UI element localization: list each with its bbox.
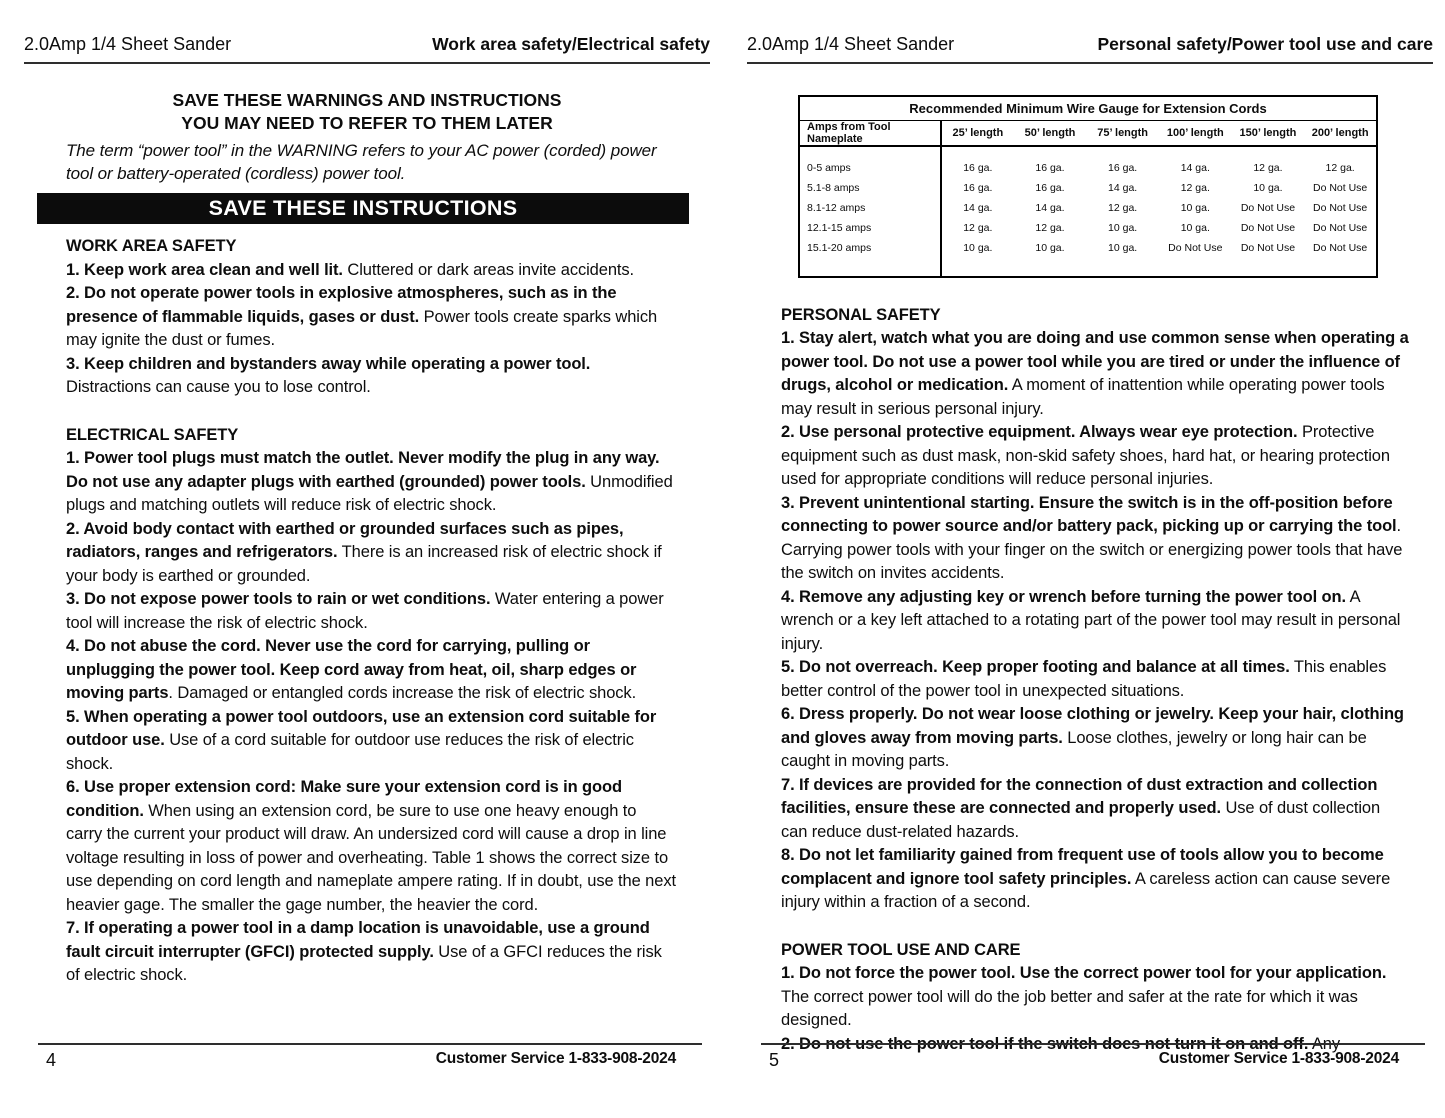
product-title: 2.0Amp 1/4 Sheet Sander [747, 34, 955, 54]
item-body: Distractions can cause you to lose control. [66, 378, 371, 396]
col-header-50ft: 50’ length [1014, 120, 1087, 146]
safety-item [781, 774, 1409, 845]
safety-item [781, 327, 1409, 421]
table-cell: 12 ga. [1035, 221, 1065, 234]
table-row [799, 146, 1377, 178]
item-lead: 2. Avoid body contact with earthed or grounded surfaces such as pipes, radiators, ranges and refrigerators. [66, 519, 624, 561]
col-header-75ft: 75’ length [1086, 120, 1159, 146]
table-cell: Do Not Use [1313, 241, 1368, 254]
safety-item [66, 353, 676, 400]
table-cell: 10 ga. [1108, 241, 1138, 254]
table-cell: 10 ga. [1035, 241, 1065, 254]
table-cell: Do Not Use [1240, 201, 1296, 214]
intro-block [24, 89, 710, 185]
item-lead: 8. Do not let familiarity gained from frequent use of tools allow you to become complacent and ignore tool safety principles. [781, 846, 1384, 888]
save-warnings-line1: SAVE THESE WARNINGS AND INSTRUCTIONS [172, 90, 562, 110]
table-cell: 12 ga. [1325, 161, 1355, 174]
item-lead: 6. Dress properly. Do not wear loose clothing or jewelry. Keep your hair, clothing and gloves away from moving parts. [781, 705, 1404, 747]
item-lead: 1. Stay alert, watch what you are doing and use common sense when operating a power tool. Do not use a power tool while you are tired or under the influence of drugs, alcohol or medication. [781, 329, 1409, 394]
table-cell: Do Not Use [1240, 241, 1296, 254]
page-header [747, 0, 1433, 64]
col-header-amps: Amps from Tool Nameplate [799, 120, 941, 146]
table-title: Recommended Minimum Wire Gauge for Extension Cords [799, 96, 1377, 120]
table-cell: 10 ga. [1180, 221, 1210, 234]
table-cell: 14 ga. [1180, 161, 1210, 174]
table-cell: 12 ga. [1108, 201, 1138, 214]
item-body: A careless action can cause severe injury within a fraction of a second. [781, 869, 1391, 911]
page-header [24, 0, 710, 64]
page-number: 5 [769, 1050, 780, 1070]
save-warnings-heading [24, 89, 710, 134]
item-body: Unmodified plugs and matching outlets will reduce risk of electric shock. [66, 472, 673, 514]
item-lead: 1. Do not force the power tool. Use the correct power tool for your application. [781, 964, 1387, 982]
table-cell: 16 ga. [1035, 181, 1065, 194]
item-body: Protective equipment such as dust mask, non-skid safety shoes, hard hat, or hearing protection used for appropriate conditions will reduce personal injuries. [781, 423, 1390, 488]
save-warnings-line2: YOU MAY NEED TO REFER TO THEM LATER [181, 112, 553, 133]
safety-item [781, 421, 1409, 492]
section-heading-work-area: WORK AREA SAFETY [66, 237, 237, 255]
table-cell: 10 ga. [963, 241, 993, 254]
item-body: . Carrying power tools with your finger on the switch or energizing power tools that have the switch on invites accidents. [781, 517, 1403, 582]
page-footer [761, 1043, 1425, 1071]
item-body: Loose clothes, jewelry or long hair can be caught in moving parts. [781, 728, 1367, 770]
item-body: Power tools create sparks which may ignite the dust or fumes. [66, 307, 658, 349]
item-body: When using an extension cord, be sure to use one heavy enough to carry the current your product will draw. An undersized cord will cause a drop in line voltage resulting in loss of power and overheating. Table 1 shows the correct size to use depending on cord length and nameplate ampere rating. If in doubt, use the next heavier gage. The smaller the gage number, the heavier the cord. [66, 801, 676, 914]
item-body: Use of a cord suitable for outdoor use reduces the risk of electric shock. [66, 731, 634, 773]
item-lead: 2. Do not operate power tools in explosive atmospheres, such as in the presence of flammable liquids, gases or dust. [66, 284, 617, 326]
table-cell: 5.1-8 amps [799, 178, 941, 198]
safety-item [66, 635, 676, 706]
item-body: The correct power tool will do the job better and safer at the rate for which it was designed. [781, 987, 1358, 1029]
table-cell: 12 ga. [1180, 181, 1210, 194]
safety-item [781, 492, 1409, 586]
safety-item [66, 706, 676, 777]
item-lead: 2. Use personal protective equipment. Always wear eye protection. [781, 423, 1298, 441]
item-lead: 7. If operating a power tool in a damp location is unavoidable, use a ground fault circuit interrupter (GFCI) protected supply. [66, 919, 650, 961]
wire-gauge-table [798, 95, 1378, 278]
table-cell: 12 ga. [963, 221, 993, 234]
col-header-100ft: 100’ length [1159, 120, 1232, 146]
item-lead: 3. Prevent unintentional starting. Ensure the switch is in the off-position before connecting to power source and/or battery pack, picking up or carrying the tool [781, 493, 1397, 535]
table-header-row [799, 120, 1377, 146]
item-lead: 4. Do not abuse the cord. Never use the cord for carrying, pulling or unplugging the power tool. Keep cord away from heat, oil, sharp edges or moving parts [66, 637, 637, 702]
table-cell: Do Not Use [1313, 201, 1368, 214]
table-cell: 16 ga. [1108, 161, 1138, 174]
table-cell: 16 ga. [963, 161, 993, 174]
item-body: Cluttered or dark areas invite accidents. [342, 260, 635, 279]
table-cell: 8.1-12 amps [799, 198, 941, 218]
safety-item [781, 844, 1409, 915]
table-cell: 12 ga. [1253, 161, 1283, 174]
safety-item [781, 586, 1409, 657]
page-number: 4 [46, 1050, 57, 1070]
safety-item [781, 703, 1409, 774]
col-header-150ft: 150’ length [1232, 120, 1305, 146]
table-cell: Do Not Use [1240, 221, 1296, 234]
left-body-copy [66, 235, 676, 988]
table-cell: 14 ga. [1108, 181, 1138, 194]
item-body: There is an increased risk of electric shock if your body is earthed or grounded. [66, 543, 662, 585]
table-cell: 10 ga. [1108, 221, 1138, 234]
col-header-200ft: 200’ length [1304, 120, 1377, 146]
item-lead: 2. Do not use the power tool if the switch does not turn it on and off. [781, 1034, 1309, 1053]
item-lead: 6. Use proper extension cord: Make sure your extension cord is in good condition. [66, 778, 622, 820]
table-cell: 10 ga. [1180, 201, 1210, 214]
item-lead: 3. Keep children and bystanders away while operating a power tool. [66, 354, 591, 373]
safety-item [66, 259, 676, 283]
table-cell: 15.1-20 amps [799, 238, 941, 277]
item-body: Use of dust collection can reduce dust-related hazards. [781, 799, 1381, 841]
table-row [799, 198, 1377, 218]
item-lead: 1. Power tool plugs must match the outlet. Never modify the plug in any way. Do not use any adapter plugs with earthed (grounded) power tools. [66, 449, 660, 491]
safety-item [781, 656, 1409, 703]
table-cell: 12.1-15 amps [799, 218, 941, 238]
table-cell: 10 ga. [1253, 181, 1283, 194]
save-these-instructions-banner: SAVE THESE INSTRUCTIONS [37, 193, 689, 224]
table-title-row [799, 96, 1377, 120]
power-tool-term-note: The term “power tool” in the WARNING refers to your AC power (corded) power tool or battery-operated (cordless) power tool. [66, 141, 657, 183]
section-heading-use-care: POWER TOOL USE AND CARE [781, 940, 1021, 959]
manual-page-left [24, 0, 710, 1118]
table-cell: 0-5 amps [799, 146, 941, 178]
right-body-copy [781, 304, 1409, 1057]
safety-item [66, 518, 676, 589]
item-lead: 5. When operating a power tool outdoors, use an extension cord suitable for outdoor use. [66, 707, 657, 749]
section-heading-electrical: ELECTRICAL SAFETY [66, 425, 239, 444]
item-body: Water entering a power tool will increase the risk of electric shock. [66, 590, 664, 632]
item-body: This enables better control of the power tool in unexpected situations. [781, 658, 1387, 700]
item-lead: 1. Keep work area clean and well lit. [66, 260, 343, 279]
safety-item [66, 776, 676, 917]
table-row [799, 238, 1377, 277]
running-section-title: Work area safety/Electrical safety [432, 34, 710, 54]
item-body: . Damaged or entangled cords increase the risk of electric shock. [168, 684, 637, 702]
col-header-25ft: 25’ length [941, 120, 1014, 146]
item-lead: 5. Do not overreach. Keep proper footing and balance at all times. [781, 658, 1290, 676]
item-lead: 3. Do not expose power tools to rain or wet conditions. [66, 590, 491, 608]
table-row [799, 178, 1377, 198]
page-footer [38, 1043, 702, 1071]
item-body: A wrench or a key left attached to a rotating part of the power tool may result in personal injury. [781, 587, 1401, 653]
safety-item [66, 917, 676, 988]
safety-item [66, 282, 676, 353]
item-body: A moment of inattention while operating power tools may result in serious personal injury. [781, 376, 1385, 418]
safety-item [66, 447, 676, 518]
item-lead: 7. If devices are provided for the connection of dust extraction and collection facilities, ensure these are connected and properly used. [781, 775, 1378, 817]
table-row [799, 218, 1377, 238]
item-lead: 4. Remove any adjusting key or wrench before turning the power tool on. [781, 587, 1346, 606]
table-cell: Do Not Use [1313, 221, 1368, 234]
product-title: 2.0Amp 1/4 Sheet Sander [24, 34, 232, 54]
safety-item [781, 962, 1409, 1033]
safety-item [66, 588, 676, 635]
section-heading-personal: PERSONAL SAFETY [781, 305, 941, 324]
customer-service-line: Customer Service 1-833-908-2024 [435, 1050, 676, 1067]
running-section-title: Personal safety/Power tool use and care [1097, 34, 1433, 54]
item-body: Use of a GFCI reduces the risk of electric shock. [66, 942, 662, 984]
table-cell: Do Not Use [1313, 181, 1368, 194]
table-cell: 16 ga. [1035, 161, 1065, 174]
customer-service-line: Customer Service 1-833-908-2024 [1158, 1050, 1399, 1067]
item-body: Any [1308, 1034, 1341, 1053]
manual-page-right [747, 0, 1433, 1118]
table-cell: Do Not Use [1168, 241, 1223, 254]
table-cell: 14 ga. [1035, 201, 1065, 214]
table-cell: 14 ga. [963, 201, 993, 214]
table-cell: 16 ga. [963, 181, 993, 194]
